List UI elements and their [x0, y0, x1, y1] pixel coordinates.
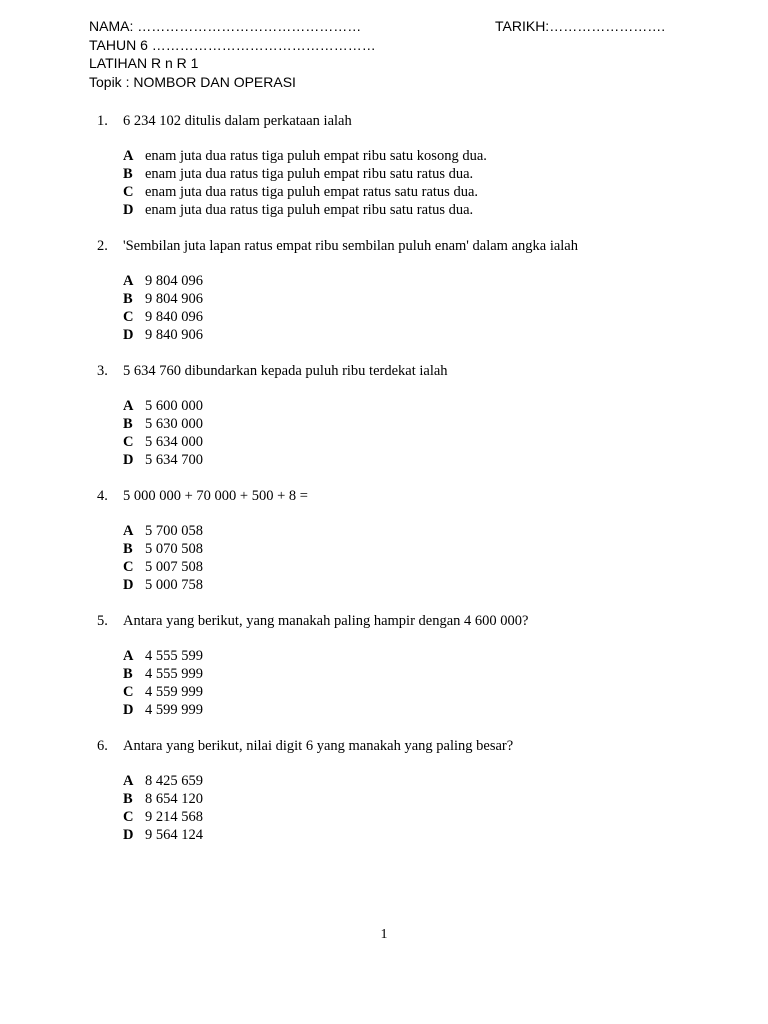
option-letter: B — [123, 166, 133, 182]
option-d — [0, 451, 768, 469]
option-text: 9 840 906 — [145, 327, 203, 343]
option-b — [0, 165, 768, 183]
option-a — [0, 397, 768, 415]
option-text: 9 804 096 — [145, 273, 203, 289]
option-c — [0, 433, 768, 451]
name-field-line: NAMA: ………………………………………… — [89, 18, 362, 34]
question-stem — [0, 362, 768, 380]
option-text: 4 555 599 — [145, 648, 203, 664]
option-text: 8 425 659 — [145, 773, 203, 789]
question-stem — [0, 737, 768, 755]
question-number: 3. — [97, 363, 108, 379]
option-letter: A — [123, 398, 134, 414]
option-c — [0, 683, 768, 701]
option-letter: A — [123, 148, 134, 164]
question-number: 2. — [97, 238, 108, 254]
option-letter: C — [123, 309, 134, 325]
option-list — [0, 522, 768, 594]
question-text: 5 634 760 dibundarkan kepada puluh ribu terdekat ialah — [123, 363, 448, 379]
question-1 — [0, 112, 768, 219]
option-text: 4 555 999 — [145, 666, 203, 682]
question-stem — [0, 237, 768, 255]
option-b — [0, 290, 768, 308]
option-text: enam juta dua ratus tiga puluh empat ratus satu ratus dua. — [145, 184, 479, 200]
option-letter: D — [123, 452, 134, 468]
question-number: 1. — [97, 113, 108, 129]
option-a — [0, 647, 768, 665]
option-letter: C — [123, 559, 134, 575]
option-text: enam juta dua ratus tiga puluh empat ribu satu ratus dua. — [145, 202, 474, 218]
option-c — [0, 183, 768, 201]
page-number: 1 — [380, 927, 388, 942]
option-letter: C — [123, 684, 134, 700]
option-d — [0, 201, 768, 219]
option-text: 5 007 508 — [145, 559, 203, 575]
option-text: 5 600 000 — [145, 398, 203, 414]
option-letter: C — [123, 434, 134, 450]
option-text: 5 634 700 — [145, 452, 203, 468]
option-letter: B — [123, 291, 133, 307]
question-2 — [0, 237, 768, 344]
option-text: 5 070 508 — [145, 541, 203, 557]
option-d — [0, 326, 768, 344]
option-list — [0, 647, 768, 719]
option-letter: D — [123, 827, 134, 843]
option-letter: A — [123, 648, 134, 664]
question-text: 6 234 102 ditulis dalam perkataan ialah — [123, 113, 352, 129]
option-letter: B — [123, 666, 133, 682]
option-list — [0, 397, 768, 469]
option-text: enam juta dua ratus tiga puluh empat ribu satu kosong dua. — [145, 148, 487, 164]
option-letter: B — [123, 541, 133, 557]
option-list — [0, 147, 768, 219]
question-text: 'Sembilan juta lapan ratus empat ribu sembilan puluh enam' dalam angka ialah — [123, 238, 578, 254]
option-text: 4 559 999 — [145, 684, 203, 700]
option-text: 9 564 124 — [145, 827, 203, 843]
option-text: 5 700 058 — [145, 523, 203, 539]
option-text: 9 840 096 — [145, 309, 203, 325]
topic-title: Topik : NOMBOR DAN OPERASI — [89, 74, 296, 90]
option-text: 5 634 000 — [145, 434, 203, 450]
question-5 — [0, 612, 768, 719]
question-stem — [0, 612, 768, 630]
option-text: 9 804 906 — [145, 291, 203, 307]
option-letter: C — [123, 809, 134, 825]
option-a — [0, 522, 768, 540]
option-letter: D — [123, 577, 134, 593]
question-6 — [0, 737, 768, 844]
exercise-title: LATIHAN R n R 1 — [89, 55, 199, 71]
question-number: 4. — [97, 488, 108, 504]
option-b — [0, 665, 768, 683]
option-a — [0, 147, 768, 165]
option-list — [0, 772, 768, 844]
option-b — [0, 790, 768, 808]
question-stem — [0, 112, 768, 130]
option-a — [0, 272, 768, 290]
option-text: 9 214 568 — [145, 809, 203, 825]
option-letter: D — [123, 327, 134, 343]
question-4 — [0, 487, 768, 594]
option-letter: A — [123, 773, 134, 789]
option-d — [0, 576, 768, 594]
option-d — [0, 701, 768, 719]
option-letter: B — [123, 791, 133, 807]
option-text: 5 000 758 — [145, 577, 203, 593]
option-letter: D — [123, 202, 134, 218]
question-text: 5 000 000 + 70 000 + 500 + 8 = — [123, 488, 308, 504]
option-c — [0, 308, 768, 326]
option-c — [0, 808, 768, 826]
option-letter: A — [123, 273, 134, 289]
question-text: Antara yang berikut, yang manakah paling hampir dengan 4 600 000? — [123, 613, 529, 629]
question-text: Antara yang berikut, nilai digit 6 yang manakah yang paling besar? — [123, 738, 514, 754]
option-a — [0, 772, 768, 790]
question-number: 6. — [97, 738, 108, 754]
option-d — [0, 826, 768, 844]
option-b — [0, 415, 768, 433]
option-letter: C — [123, 184, 134, 200]
option-text: enam juta dua ratus tiga puluh empat ribu satu ratus dua. — [145, 166, 474, 182]
option-text: 5 630 000 — [145, 416, 203, 432]
option-letter: B — [123, 416, 133, 432]
year-field-line: TAHUN 6 ………………………………………… — [89, 37, 376, 53]
option-c — [0, 558, 768, 576]
option-letter: D — [123, 702, 134, 718]
question-stem — [0, 487, 768, 505]
option-letter: A — [123, 523, 134, 539]
question-number: 5. — [97, 613, 108, 629]
option-text: 4 599 999 — [145, 702, 203, 718]
date-field-line: TARIKH:……………………. — [495, 18, 666, 34]
question-3 — [0, 362, 768, 469]
option-b — [0, 540, 768, 558]
option-text: 8 654 120 — [145, 791, 203, 807]
option-list — [0, 272, 768, 344]
